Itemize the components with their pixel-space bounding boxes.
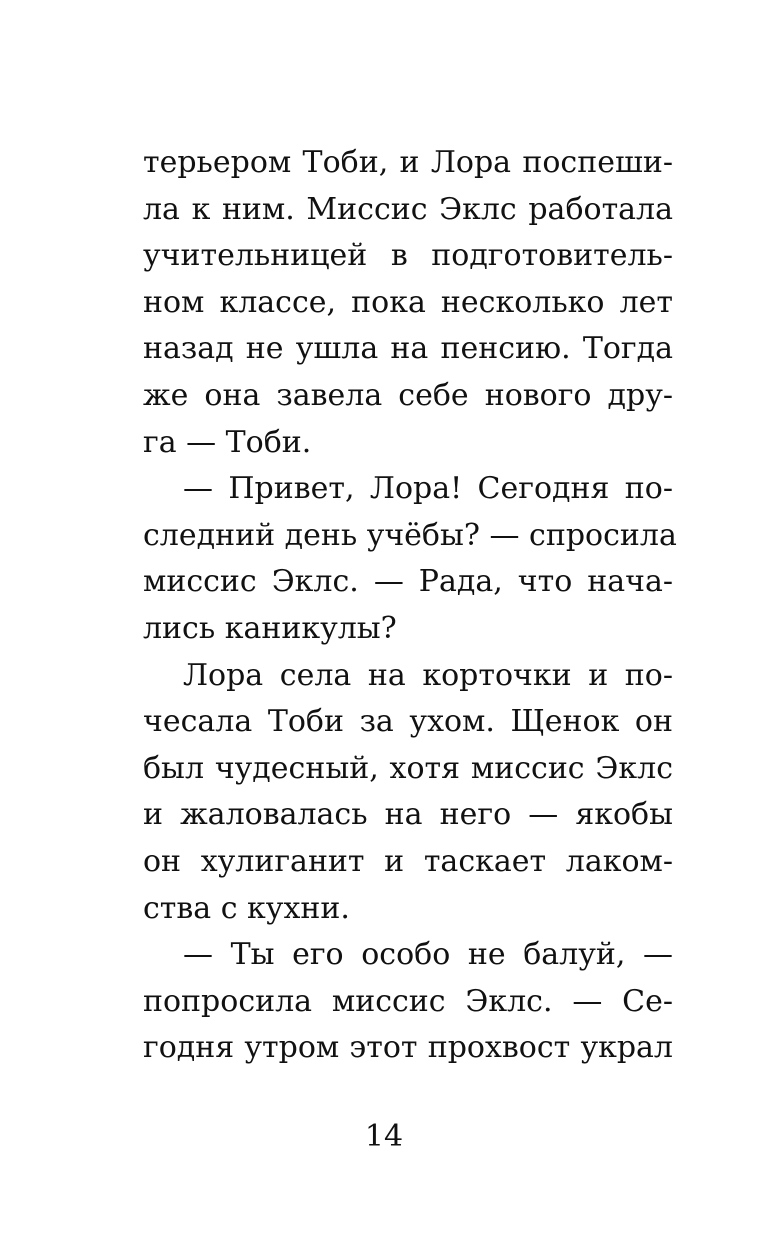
text-line: миссис Эклс. — Рада, что нача- xyxy=(143,564,673,600)
text-line: ства с кухни. xyxy=(143,890,350,926)
text-line: лись каникулы? xyxy=(143,610,397,646)
text-line: Лора села на корточки и по- xyxy=(183,657,673,693)
text-line: учительницей в подготовитель- xyxy=(143,238,673,274)
text-line: — Ты его особо не балуй, — xyxy=(183,937,673,973)
page-number: 14 xyxy=(364,1119,404,1154)
text-line: га — Тоби. xyxy=(143,424,312,460)
text-line: назад не ушла на пенсию. Тогда xyxy=(143,331,673,367)
text-line: ном классе, пока несколько лет xyxy=(143,284,673,320)
text-line: же она завела себе нового дру- xyxy=(143,377,673,413)
text-line: годня утром этот прохвост украл xyxy=(143,1030,673,1066)
text-line: ла к ним. Миссис Эклс работала xyxy=(143,191,673,227)
text-line: был чудесный, хотя миссис Эклс xyxy=(143,750,673,786)
text-line: и жаловалась на него — якобы xyxy=(143,797,673,833)
text-line: следний день учёбы? — спросила xyxy=(143,517,677,553)
text-line: он хулиганит и таскает лаком- xyxy=(143,843,673,879)
text-line: — Привет, Лора! Сегодня по- xyxy=(183,471,673,507)
text-line: терьером Тоби, и Лора поспеши- xyxy=(143,145,673,180)
text-line: чесала Тоби за ухом. Щенок он xyxy=(143,704,673,740)
body-text xyxy=(143,140,677,1072)
text-line: попросила миссис Эклс. — Се- xyxy=(143,983,673,1019)
